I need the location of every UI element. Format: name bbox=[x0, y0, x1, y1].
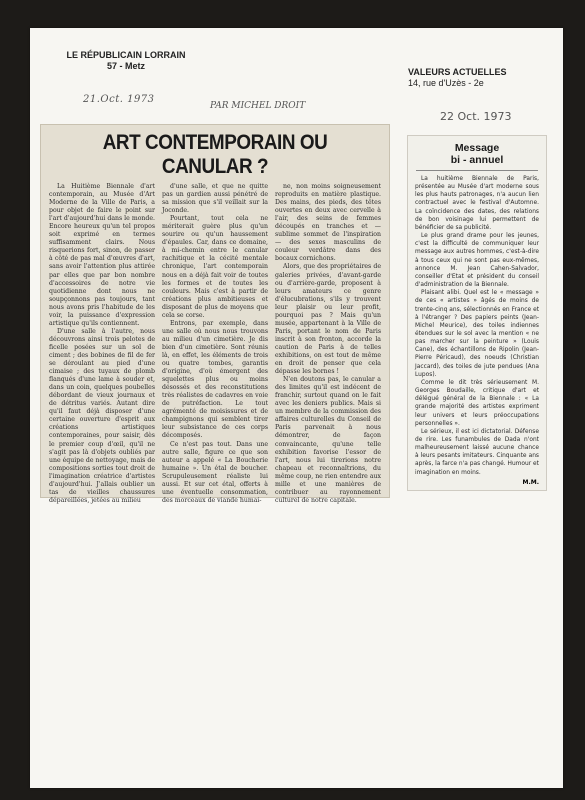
handwritten-signature: PAR MICHEL DROIT bbox=[210, 101, 306, 111]
source-left-detail: 57 - Metz bbox=[106, 61, 145, 72]
article1-column-1 bbox=[49, 183, 155, 504]
article2-paragraph: Plaisant alibi. Quel est le « message » de ces « artistes » âgés de moins de trente-cinq ans, sélectionnés en France et à l'étranger ? Des papiers peints (Jean-Michel Meurice), des toiles indiennes étendues sur le sol avec la mention « ne pas marcher sur la peinture » (Louis Cane), des échantillons de Ripolin (Jean-Pierre Péricaud), des noeuds (Christian Jaccard), des toiles de jute pendues (Ana Lupos). bbox=[415, 290, 539, 378]
article2-signoff: M.M. bbox=[522, 478, 539, 486]
handwritten-date-right: 22 Oct. 1973 bbox=[440, 110, 512, 123]
article1-paragraph: Ce n'est pas tout. Dans une autre salle, figure ce que son auteur a appelé « La Boucherie humaine ». Un étal de boucher. Scrupuleusement réaliste lui aussi. Et sur cet étal, offerts à une éventuelle consommation, des morceaux de viande humai- bbox=[162, 440, 268, 504]
source-left-name: LE RÉPUBLICAIN LORRAIN bbox=[66, 50, 186, 60]
article1-paragraph: d'une salle, et que ne quitte pas un gardien aussi pénétré de sa mission que s'il veillait sur la Joconde. bbox=[162, 183, 268, 215]
article1-column-3 bbox=[275, 183, 381, 504]
archive-sheet bbox=[30, 28, 563, 788]
article1-headline: ART CONTEMPORAIN OU CANULAR ? bbox=[102, 131, 328, 178]
handwritten-date-left: 21.Oct. 1973 bbox=[83, 94, 155, 105]
source-right-name: VALEURS ACTUELLES bbox=[408, 67, 507, 77]
article1-paragraph: La Huitième Biennale d'art contemporain, au Musée d'Art Moderne de la Ville de Paris, a pour objet de faire le point sur l'art d'aujourd'hui dans le monde. Encore heureux qu'un tel propos soit exprimé en termes suffisamment clairs. Nous risquerions fort, sinon, de passer à côté de pas mal d'œuvres d'art, sans avoir l'attention plus attirée par elles que par bon nombre d'accessoires de notre vie quotidienne dont nous ne soupçonnons pas toujours, tant nous avons pris l'habitude de les voir, la puissance d'expression artistique qu'ils contiennent. bbox=[49, 183, 155, 327]
source-left bbox=[66, 50, 186, 73]
article-clipping-left bbox=[40, 124, 390, 504]
article1-columns bbox=[41, 183, 389, 504]
article2-paragraph: Le plus grand drame pour les jeunes, c'est la difficulté de communiquer leur message aux autres hommes, c'est-à-dire à tous ceux qui ne sont pas eux-mêmes, annonce M. Jean Cahen-Salvador, conseiller d'Etat et président du conseil d'administration de la Biennale. bbox=[415, 233, 539, 289]
article1-paragraph: N'en doutons pas, le canular a des limites qu'il est indécent de franchir, surtout quand on le fait avec les deniers publics. Mais si un membre de la commission des affaires culturelles du Conseil de Paris parvenait à nous démontrer, de façon convaincante, qu'une telle exhibition favorise l'essor de l'art, nous lui tirerions notre chapeau et reconnaîtrions, du même coup, ne rien entendre aux mille et une manières de contribuer au rayonnement culturel de notre capitale. bbox=[275, 376, 381, 504]
article1-paragraph: Entrons, par exemple, dans une salle où nous nous trouvons au milieu d'un cimetière. Je dis bien d'un cimetière. Sont réunis là, en effet, les éléments de trois ou quatre tombes, garantis d'origine, d'où émergent des squelettes plus ou moins désossés et des reconstitutions très réalistes de cadavres en voie de putréfaction. Le tout agrémenté de moisissures et de champignons qui semblent tirer leur subsistance de ces corps décomposés. bbox=[162, 319, 268, 440]
article2-body bbox=[408, 175, 546, 477]
source-right-detail: 14, rue d'Uzès - 2e bbox=[408, 78, 484, 89]
article1-paragraph: ne, non moins soigneusement reproduits en matière plastique. Des mains, des pieds, des têtes ouvertes en deux avec cervelle à l'air, des seins de femmes découpés en tranches et — sublime sommet de l'inspiration — des sexes masculins de couleur verdâtre dans des bocaux cornichons. bbox=[275, 183, 381, 263]
article2-headline bbox=[408, 136, 546, 167]
article2-headline-line2: bi - annuel bbox=[450, 154, 504, 166]
article1-paragraph: Alors, que des propriétaires de galeries privées, d'avant-garde ou d'arrière-garde, proposent à leurs amateurs ce genre d'élucubrations, s'ils y trouvent leur plaisir ou leur profit, pourquoi pas ? Mais qu'un musée, appartenant à la Ville de Paris, portant le nom de Paris inscrit à son fronton, accorde la caution de Paris à de telles exhibitions, on est tout de même en droit de penser que cela dépasse les bornes ! bbox=[275, 263, 381, 376]
article2-headline-line1: Message bbox=[454, 142, 500, 154]
article1-paragraph: Pourtant, tout cela ne mériterait guère plus qu'un sourire ou qu'un haussement d'épaules. Car, dans ce domaine, à mi-chemin entre le canular rachitique et la cécité mentale chronique, l'art contemporain nous en a déjà fait voir de toutes les formes et de toutes les couleurs. Mais c'est à partir de créations plus ambitieuses et disposant de plus de moyens que cela se corse. bbox=[162, 215, 268, 319]
article1-paragraph: D'une salle à l'autre, nous découvrons ainsi trois pelotes de ficelle posées sur un sol de ciment ; des bobines de fil de fer se déroulant au pied d'une cimaise ; des tuyaux de plomb flanqués d'une lame à souder et, dans un coin, quelques poubelles débordant de vieux journaux et de détritus variés. Autant dire qu'il faut déjà disposer d'une certaine ouverture d'esprit aux créations artistiques contemporaines, pour saisir, dès le premier coup d'œil, qu'il ne s'agit pas là d'objets oubliés par une équipe de nettoyage, mais de compositions sorties tout droit de l'imagination créatrice d'artistes d'aujourd'hui. J'allais oublier un tas de vieilles chaussures dépareillées, jetées au milieu bbox=[49, 327, 155, 504]
source-right bbox=[408, 67, 518, 90]
article2-paragraph: Le sérieux, il est ici dictatorial. Défense de rire. Les funambules de Dada n'ont malheureusement laissé aucune chance à leurs pesants imitateurs. Cinquante ans après, la farce n'a pas changé. Humour et imagination en moins. bbox=[415, 428, 539, 476]
article1-column-2 bbox=[162, 183, 268, 504]
article2-paragraph: Comme le dit très sérieusement M. Georges Boudaille, critique d'art et délégué général de la Biennale : « La grande majorité des artistes expriment leur univers et leurs préoccupations personnelles ». bbox=[415, 379, 539, 427]
article2-paragraph: La huitième Biennale de Paris, présentée au Musée d'art moderne sous les plus hauts patronages, n'a aucun lien contractuel avec le festival d'Automne. La coïncidence des dates, des relations de bon voisinage lui permettent de bénéficier de sa publicité. bbox=[415, 176, 539, 231]
article-clipping-right bbox=[407, 135, 547, 491]
headline-divider bbox=[416, 170, 538, 171]
